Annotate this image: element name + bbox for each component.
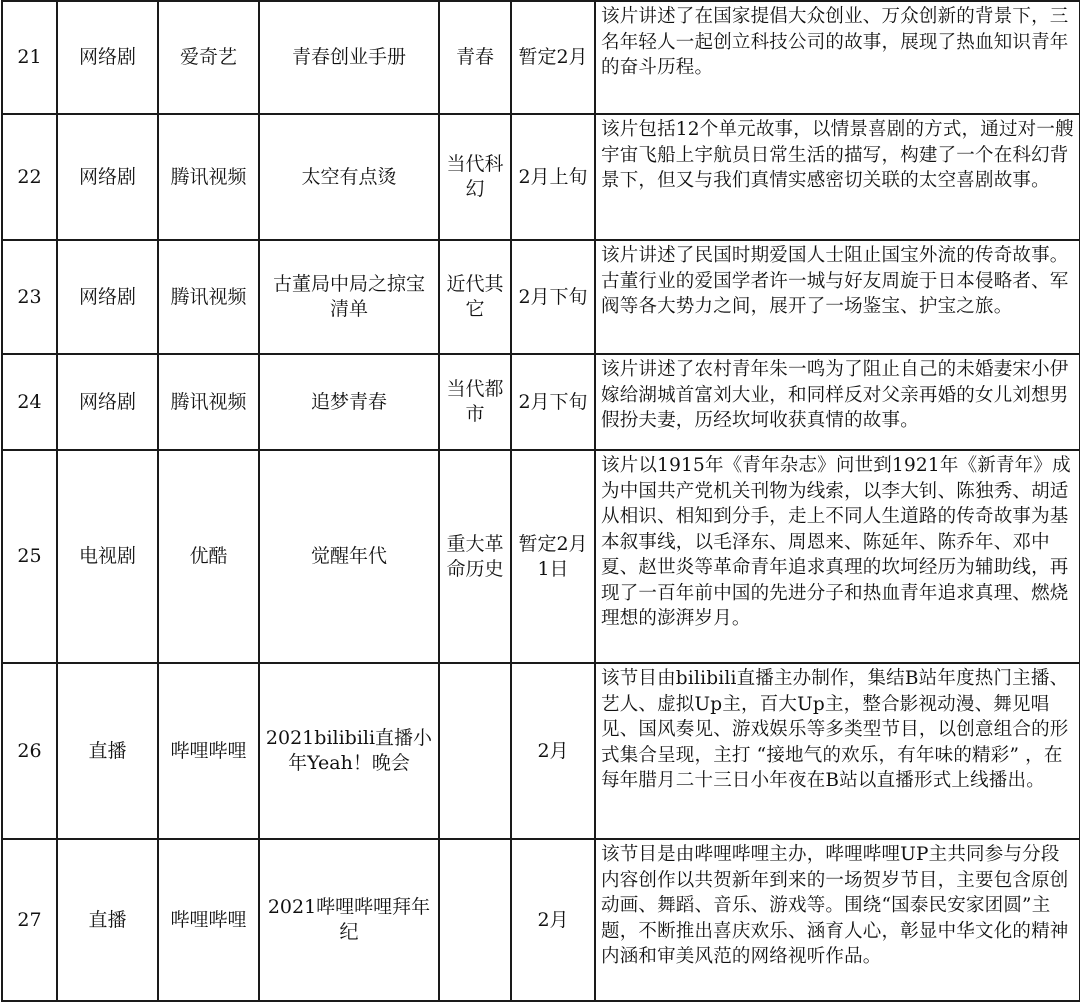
table-row — [2, 354, 1080, 450]
row-number: 27 — [2, 839, 57, 1001]
program-type: 电视剧 — [57, 450, 158, 663]
program-schedule-table — [1, 0, 1080, 1002]
table-row — [2, 450, 1080, 663]
genre: 近代其它 — [439, 240, 511, 354]
program-title: 追梦青春 — [259, 354, 439, 450]
program-type: 网络剧 — [57, 240, 158, 354]
description: 该片讲述了农村青年朱一鸣为了阻止自己的未婚妻宋小伊嫁给湖城首富刘大业，和同样反对父亲再婚的女儿刘想男假扮夫妻，历经坎坷收获真情的故事。 — [595, 354, 1080, 450]
genre: 青春 — [439, 1, 511, 114]
description: 该节目由bilibili直播主办制作，集结B站年度热门主播、艺人、虚拟Up主，百大Up主，整合影视动漫、舞见唱见、国风奏见、游戏娱乐等多类型节目，以创意组合的形式集合呈现，主打 “接地气的欢乐，有年味的精彩” ，在每年腊月二十三日小年夜在B站以直播形式上线播出。 — [595, 663, 1080, 839]
row-number: 23 — [2, 240, 57, 354]
platform: 腾讯视频 — [158, 114, 259, 240]
row-number: 22 — [2, 114, 57, 240]
table-row — [2, 114, 1080, 240]
platform: 哔哩哔哩 — [158, 839, 259, 1001]
description: 该片讲述了在国家提倡大众创业、万众创新的背景下，三名年轻人一起创立科技公司的故事，展现了热血知识青年的奋斗历程。 — [595, 1, 1080, 114]
genre: 重大革命历史 — [439, 450, 511, 663]
row-number: 24 — [2, 354, 57, 450]
table-row — [2, 1, 1080, 114]
program-title: 2021bilibili直播小年Yeah！晚会 — [259, 663, 439, 839]
genre: 当代科幻 — [439, 114, 511, 240]
table-row — [2, 839, 1080, 1001]
program-type: 网络剧 — [57, 354, 158, 450]
platform: 哔哩哔哩 — [158, 663, 259, 839]
program-title: 青春创业手册 — [259, 1, 439, 114]
program-title: 觉醒年代 — [259, 450, 439, 663]
genre: 当代都市 — [439, 354, 511, 450]
program-title: 古董局中局之掠宝清单 — [259, 240, 439, 354]
program-type: 网络剧 — [57, 1, 158, 114]
genre — [439, 839, 511, 1001]
release-date: 2月 — [511, 663, 595, 839]
release-date: 2月下旬 — [511, 240, 595, 354]
description: 该片包括12个单元故事，以情景喜剧的方式，通过对一艘宇宙飞船上宇航员日常生活的描写，构建了一个在科幻背景下，但又与我们真情实感密切关联的太空喜剧故事。 — [595, 114, 1080, 240]
release-date: 暂定2月 — [511, 1, 595, 114]
release-date: 暂定2月1日 — [511, 450, 595, 663]
genre — [439, 663, 511, 839]
description: 该节目是由哔哩哔哩主办，哔哩哔哩UP主共同参与分段内容创作以共贺新年到来的一场贺岁节目，主要包含原创动画、舞蹈、音乐、游戏等。围绕“国泰民安家团圆”主题，不断推出喜庆欢乐、涵育人心，彰显中华文化的精神内涵和审美风范的网络视听作品。 — [595, 839, 1080, 1001]
platform: 腾讯视频 — [158, 240, 259, 354]
platform: 腾讯视频 — [158, 354, 259, 450]
release-date: 2月 — [511, 839, 595, 1001]
table-row — [2, 240, 1080, 354]
description: 该片以1915年《青年杂志》问世到1921年《新青年》成为中国共产党机关刊物为线索，以李大钊、陈独秀、胡适从相识、相知到分手，走上不同人生道路的传奇故事为基本叙事线，以毛泽东、周恩来、陈延年、陈乔年、邓中夏、赵世炎等革命青年追求真理的坎坷经历为辅助线，再现了一百年前中国的先进分子和热血青年追求真理、燃烧理想的澎湃岁月。 — [595, 450, 1080, 663]
row-number: 25 — [2, 450, 57, 663]
program-title: 太空有点烫 — [259, 114, 439, 240]
program-type: 直播 — [57, 839, 158, 1001]
platform: 爱奇艺 — [158, 1, 259, 114]
row-number: 21 — [2, 1, 57, 114]
release-date: 2月下旬 — [511, 354, 595, 450]
program-type: 网络剧 — [57, 114, 158, 240]
program-title: 2021哔哩哔哩拜年纪 — [259, 839, 439, 1001]
release-date: 2月上旬 — [511, 114, 595, 240]
table-row — [2, 663, 1080, 839]
row-number: 26 — [2, 663, 57, 839]
platform: 优酷 — [158, 450, 259, 663]
program-type: 直播 — [57, 663, 158, 839]
description: 该片讲述了民国时期爱国人士阻止国宝外流的传奇故事。古董行业的爱国学者许一城与好友周旋于日本侵略者、军阀等各大势力之间，展开了一场鉴宝、护宝之旅。 — [595, 240, 1080, 354]
